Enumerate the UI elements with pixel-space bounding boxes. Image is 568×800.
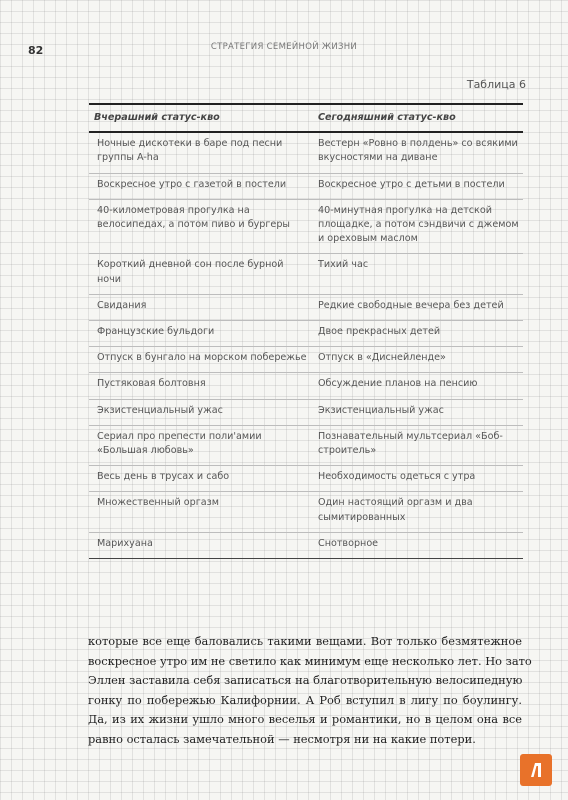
- table-row: [89, 425, 523, 465]
- table-caption: Таблица 6: [466, 78, 526, 91]
- table-row: [89, 532, 523, 558]
- table-cell: Ночные дискотеки в баре под песни группы A-ha: [89, 132, 313, 173]
- body-line: Да, из их жизни ушло много веселья и романтики, но в целом она все: [88, 712, 522, 727]
- body-line: равно осталась замечательной — несмотря ни на какие потери.: [88, 731, 476, 746]
- table-cell: Экзистенциальный ужас: [89, 399, 313, 425]
- column-header: Сегодняшний статус-кво: [313, 104, 523, 132]
- table-row: [89, 132, 523, 173]
- table-cell: Двое прекрасных детей: [313, 321, 523, 347]
- body-line: воскресное утро им не светило как минимум еще несколько лет. Но зато: [88, 653, 532, 668]
- table-cell: Свидания: [89, 294, 313, 320]
- table-cell: 40-минутная прогулка на детской площадке, а потом сэндвичи с джемом и ореховым маслом: [313, 199, 523, 254]
- table-cell: Обсуждение планов на пенсию: [313, 373, 523, 399]
- table-header-row: [89, 104, 523, 132]
- table-cell: Экзистенциальный ужас: [313, 399, 523, 425]
- table-row: [89, 373, 523, 399]
- table-cell: Множественный оргазм: [89, 492, 313, 532]
- table-cell: Сериал про препести поли'амии «Большая любовь»: [89, 425, 313, 465]
- table-cell: Воскресное утро с детьми в постели: [313, 173, 523, 199]
- table-cell: Снотворное: [313, 532, 523, 558]
- table-cell: Отпуск в «Диснейленде»: [313, 347, 523, 373]
- table-row: [89, 254, 523, 294]
- table-cell: Пустяковая болтовня: [89, 373, 313, 399]
- table-row: [89, 294, 523, 320]
- table-row: [89, 466, 523, 492]
- table-row: [89, 492, 523, 532]
- table-cell: Необходимость одеться с утра: [313, 466, 523, 492]
- column-header: Вчерашний статус-кво: [89, 104, 313, 132]
- logo-letter-icon: [526, 760, 546, 780]
- body-line: Эллен заставила себя записаться на благотворительную велосипедную: [88, 673, 523, 688]
- table-cell: Французские бульдоги: [89, 321, 313, 347]
- table-row: [89, 347, 523, 373]
- table-row: [89, 399, 523, 425]
- table-cell: Весь день в трусах и сабо: [89, 466, 313, 492]
- table-cell: Воскресное утро с газетой в постели: [89, 173, 313, 199]
- running-header: СТРАТЕГИЯ СЕМЕЙНОЙ ЖИЗНИ: [210, 42, 358, 52]
- table-cell: Вестерн «Ровно в полдень» со всякими вкусностями на диване: [313, 132, 523, 173]
- body-line: гонку по побережью Калифорнии. А Роб вступил в лигу по боулингу.: [88, 692, 522, 707]
- table-row: [89, 173, 523, 199]
- publisher-logo-icon: [520, 754, 552, 786]
- table-row: [89, 199, 523, 254]
- table-cell: Короткий дневной сон после бурной ночи: [89, 254, 313, 294]
- body-paragraph: [88, 632, 532, 750]
- table-row: [89, 321, 523, 347]
- table-cell: Один настоящий оргазм и два сымитированных: [313, 492, 523, 532]
- table-cell: Отпуск в бунгало на морском побережье: [89, 347, 313, 373]
- body-line: которые все еще баловались такими вещами. Вот только безмятежное: [88, 634, 522, 648]
- table-cell: Тихий час: [313, 254, 523, 294]
- table-cell: Марихуана: [89, 532, 313, 558]
- page-number: 82: [28, 44, 44, 57]
- comparison-table: [89, 103, 523, 559]
- table-cell: 40-километровая прогулка на велосипедах, а потом пиво и бургеры: [89, 199, 313, 254]
- table-cell: Редкие свободные вечера без детей: [313, 294, 523, 320]
- table-cell: Познавательный мультсериал «Боб-строитель»: [313, 425, 523, 465]
